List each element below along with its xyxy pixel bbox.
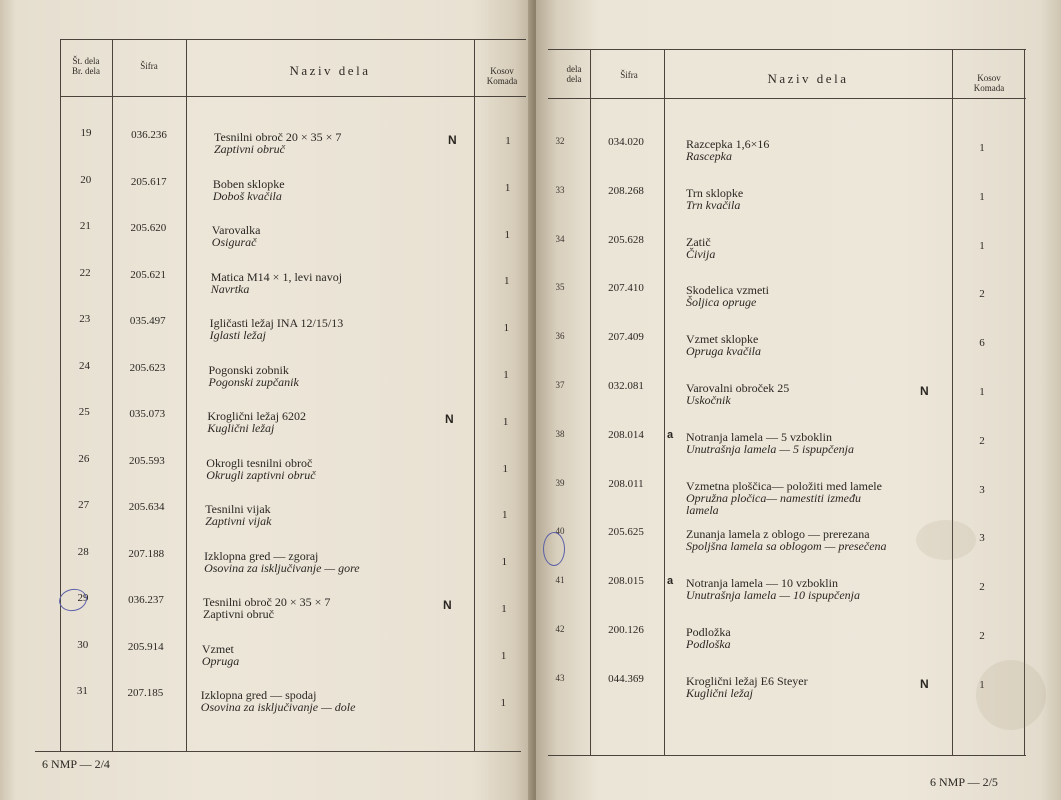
part-number: 35: [555, 282, 565, 293]
part-name-slovene: Pogonski zobnik: [208, 362, 289, 377]
part-name-slovene: Notranja lamela — 10 vzboklin: [686, 576, 838, 591]
part-number: 33: [555, 184, 565, 195]
part-number: 30: [77, 638, 89, 651]
part-number: 27: [78, 499, 90, 511]
part-code: 205.634: [128, 501, 165, 513]
part-name-serbocroatian: Spoljšna lamela sa oblogom — presečena: [686, 539, 887, 554]
part-name: [211, 271, 342, 295]
part-name-slovene: Razcepka 1,6×16: [686, 137, 770, 151]
part-quantity: 1: [502, 462, 508, 475]
part-code: 035.497: [129, 315, 166, 327]
part-code: 036.237: [128, 594, 164, 606]
part-name: [204, 550, 360, 574]
part-code: 036.236: [131, 129, 167, 141]
part-name-slovene: Zatič: [686, 234, 711, 249]
header-part-name: Naziv dela: [767, 71, 849, 86]
part-name: [686, 675, 808, 699]
part-name-slovene: Igličasti ležaj INA 12/15/13: [209, 316, 344, 330]
part-code: 200.126: [608, 624, 644, 636]
part-name: [686, 480, 882, 516]
part-number: 31: [76, 685, 88, 697]
part-name-slovene: Vzmetna ploščica— položiti med lamele: [686, 478, 882, 493]
part-name-serbocroatian: Opruga: [201, 653, 240, 668]
part-name-serbocroatian: Unutrašnja lamela — 10 ispupčenja: [686, 588, 860, 603]
paper-stain: [916, 520, 976, 560]
part-code: 207.188: [128, 547, 165, 560]
part-name-slovene: Notranja lamela — 5 vzboklin: [686, 429, 832, 444]
new-part-mark: N: [443, 598, 452, 612]
part-code: 207.185: [127, 687, 164, 699]
part-name: [686, 236, 715, 260]
part-quantity: 1: [979, 142, 985, 154]
header-part-number: dela dela: [566, 64, 582, 84]
part-name-serbocroatian: Zaptivni obruč: [214, 142, 285, 156]
part-name-slovene: Tesnilni obroč 20 × 35 × 7: [203, 595, 331, 609]
part-name-serbocroatian: Pogonski zupčanik: [208, 374, 299, 389]
col-rule-3: [952, 49, 953, 755]
part-code: 208.015: [608, 575, 644, 588]
table-bottom-rule: [548, 755, 1026, 756]
part-code: 034.020: [608, 136, 644, 148]
part-quantity: 1: [503, 369, 509, 381]
header-top-rule: [548, 49, 1026, 50]
part-name-slovene: Vzmet: [201, 641, 234, 656]
part-name-slovene: Boben sklopke: [212, 176, 285, 191]
part-name-serbocroatian: Trn kvačila: [686, 197, 741, 212]
part-code: 044.369: [608, 672, 644, 685]
part-name-slovene: Izklopna gred — zgoraj: [204, 548, 319, 563]
part-name-slovene: Podložka: [686, 625, 731, 639]
part-quantity: 2: [979, 434, 985, 447]
part-name-serbocroatian: Zaptivni vijak: [205, 514, 272, 528]
part-name-serbocroatian: Osovina za isključivanje — gore: [204, 560, 360, 575]
part-name-serbocroatian: Rascepka: [686, 149, 732, 163]
part-number: 22: [79, 266, 91, 279]
part-name: [205, 503, 271, 527]
header-quantity: Kosov Komada: [973, 73, 1005, 93]
part-code: 208.268: [608, 184, 644, 197]
part-name: [201, 689, 356, 713]
new-part-mark: N: [445, 412, 454, 426]
part-number: 32: [555, 136, 565, 146]
part-code: 207.410: [608, 282, 644, 295]
part-name-serbocroatian: Navrtka: [210, 281, 250, 296]
part-quantity: 1: [501, 556, 508, 569]
part-quantity: 1: [504, 228, 510, 241]
part-code: 208.014: [608, 428, 644, 441]
part-name: [210, 317, 344, 341]
part-number: 25: [78, 406, 90, 418]
part-number: 36: [555, 331, 565, 342]
part-name-serbocroatian: Podloška: [686, 637, 731, 651]
new-part-mark: N: [920, 384, 929, 398]
part-name-serbocroatian: Kuglični ležaj: [686, 685, 753, 700]
part-name-serbocroatian: Šoljica opruge: [686, 295, 757, 310]
part-name: [686, 382, 789, 406]
part-number: 21: [79, 220, 91, 232]
part-number: 20: [80, 173, 92, 186]
part-quantity: 6: [979, 337, 985, 350]
part-name-slovene: Okrogli tesnilni obroč: [206, 455, 313, 470]
part-name: [686, 138, 769, 162]
pen-circle-29: [57, 586, 89, 613]
part-number: 28: [77, 545, 89, 558]
part-quantity: 3: [979, 483, 985, 496]
part-number: 24: [79, 359, 90, 372]
part-number: 34: [555, 233, 565, 244]
part-name: [202, 643, 239, 667]
part-quantity: 1: [502, 509, 508, 522]
part-quantity: 3: [979, 532, 985, 545]
part-name: [207, 410, 306, 434]
col-rule-2: [186, 39, 187, 751]
part-quantity: 2: [979, 581, 985, 594]
part-quantity: 1: [500, 649, 507, 662]
part-name: [686, 333, 761, 357]
variant-mark: a: [667, 575, 674, 588]
part-quantity: 1: [503, 322, 510, 335]
part-number: 29: [77, 592, 89, 604]
header-top-rule: [60, 39, 526, 40]
col-rule-1: [590, 49, 591, 755]
part-name: [206, 457, 315, 481]
part-quantity: 1: [504, 275, 510, 288]
part-name: [686, 431, 854, 455]
part-name: [214, 131, 341, 155]
part-quantity: 2: [979, 288, 985, 301]
table-bottom-rule: [35, 751, 521, 752]
part-name-serbocroatian: Uskočnik: [686, 393, 731, 407]
part-name-slovene: Zunanja lamela z oblogo — prerezana: [686, 527, 870, 542]
part-name-slovene: Vzmet sklopke: [686, 332, 759, 347]
part-name-serbocroatian: Unutrašnja lamela — 5 ispupčenja: [686, 441, 854, 456]
part-code: 205.617: [130, 175, 167, 188]
part-name: [686, 528, 887, 552]
header-code: Šifra: [140, 61, 158, 71]
part-name-slovene: Tesnilni obroč 20 × 35 × 7: [214, 130, 342, 144]
part-quantity: 2: [979, 630, 985, 642]
part-code: 205.621: [130, 268, 166, 281]
header-quantity: Kosov Komada: [486, 66, 518, 86]
header-bottom-rule: [548, 98, 1026, 99]
part-name-serbocroatian: Kuglični ležaj: [207, 421, 275, 435]
part-code: 205.593: [129, 454, 165, 467]
col-rule-2: [664, 49, 665, 755]
part-quantity: 1: [502, 415, 509, 428]
part-name-serbocroatian: Okrugli zaptivni obruč: [206, 467, 316, 482]
part-quantity: 1: [505, 135, 511, 147]
part-number: 40: [555, 526, 565, 537]
part-code: 205.623: [129, 361, 166, 374]
left-footer: 6 NMP — 2/4: [42, 757, 110, 771]
part-name-slovene: Varovalka: [211, 223, 261, 237]
part-code: 205.914: [127, 640, 164, 653]
part-name-serbocroatian-cont: lamela: [686, 502, 719, 517]
part-number: 39: [555, 477, 565, 488]
part-name-serbocroatian: Čivija: [686, 246, 716, 261]
part-quantity: 1: [979, 239, 985, 252]
part-name-slovene: Kroglični ležaj 6202: [207, 409, 307, 423]
part-name-slovene: Trn sklopke: [686, 185, 744, 200]
pen-circle-40: [543, 532, 565, 566]
part-name: [686, 577, 860, 601]
part-code: 207.409: [608, 331, 644, 344]
part-name: [212, 224, 261, 248]
part-number: 41: [555, 575, 565, 586]
part-code: 208.011: [608, 477, 644, 490]
part-name-slovene: Tesnilni vijak: [205, 502, 271, 516]
part-name-serbocroatian: Doboš kvačila: [212, 188, 282, 203]
part-name: [213, 178, 285, 202]
part-name-slovene: Matica M14 × 1, levi navoj: [210, 269, 343, 284]
part-name: [686, 187, 743, 211]
part-quantity: 1: [504, 181, 511, 194]
col-rule-right: [1024, 49, 1025, 755]
part-name-slovene: Izklopna gred — spodaj: [200, 688, 317, 702]
part-name-slovene: Varovalni obroček 25: [686, 381, 790, 395]
part-quantity: 1: [501, 603, 507, 615]
part-number: 42: [555, 624, 565, 634]
header-bottom-rule: [60, 96, 526, 97]
part-code: 035.073: [129, 408, 166, 420]
right-footer: 6 NMP — 2/5: [930, 775, 998, 789]
part-quantity: 1: [979, 190, 985, 203]
part-number: 37: [555, 380, 565, 390]
part-number: 23: [79, 313, 91, 325]
part-number: 19: [80, 127, 92, 139]
part-code: 205.628: [608, 233, 644, 246]
part-number: 26: [78, 452, 90, 465]
part-name-serbocroatian: Osovina za isključivanje — dole: [200, 700, 356, 714]
part-name: [209, 364, 299, 388]
col-rule-3: [474, 39, 475, 751]
part-name-serbocroatian: Opružna pločica— namestiti između: [686, 490, 861, 505]
part-quantity: 1: [500, 696, 506, 709]
part-name: [686, 284, 769, 308]
new-part-mark: N: [920, 676, 929, 691]
variant-mark: a: [667, 428, 674, 441]
header-code: Šifra: [620, 70, 638, 80]
header-part-name: Naziv dela: [289, 63, 371, 78]
part-name: [686, 626, 731, 650]
part-code: 032.081: [608, 380, 644, 392]
part-name: [203, 596, 330, 620]
part-name-slovene: Kroglični ležaj E6 Steyer: [686, 673, 808, 688]
part-name-serbocroatian: Opruga kvačila: [686, 344, 761, 359]
part-name-slovene: Skodelica vzmeti: [686, 283, 769, 298]
part-code: 205.620: [130, 222, 167, 234]
part-quantity: 1: [979, 386, 985, 398]
header-part-number: Št. dela Br. dela: [72, 56, 100, 76]
part-name-serbocroatian: Zaptivni obruč: [203, 607, 274, 621]
part-name-serbocroatian: Iglasti ležaj: [209, 328, 266, 342]
part-name-serbocroatian: Osigurač: [211, 235, 257, 249]
new-part-mark: N: [448, 133, 457, 147]
part-number: 38: [555, 428, 565, 439]
right-page: [536, 0, 1061, 800]
col-rule-left: [60, 39, 61, 751]
part-number: 43: [555, 672, 565, 683]
paper-stain: [976, 660, 1046, 730]
part-code: 205.625: [608, 526, 644, 539]
part-quantity: 1: [979, 678, 985, 691]
